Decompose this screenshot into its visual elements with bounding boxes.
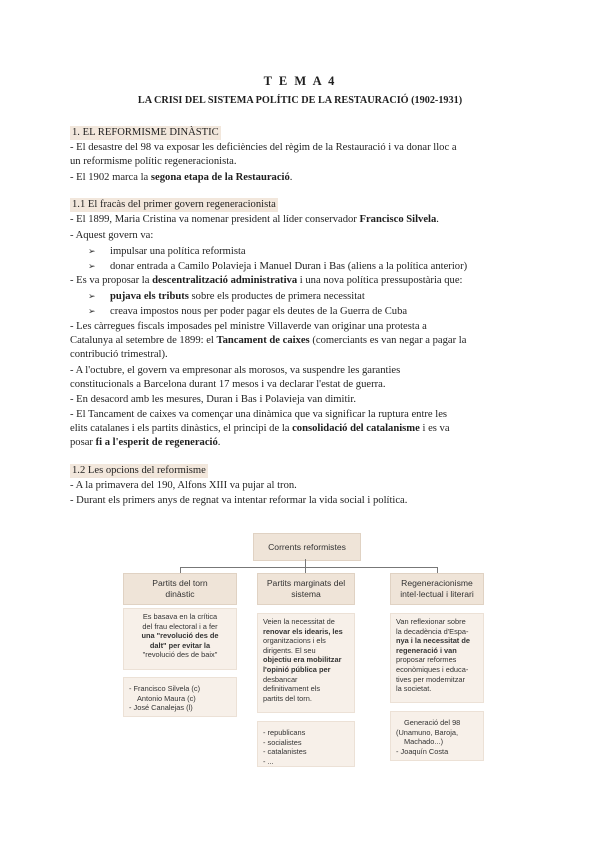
diagram-col3-note1: Van reflexionar sobre la decadència d'Espa- nya i la necessitat de regeneració i van proposar reformes econòmiques i educa- tives per modernitzar la societat.	[390, 613, 484, 703]
bullet-1: ➢ impulsar una política reformista	[88, 246, 246, 257]
diagram-col3-note2: Generació del 98 (Unamuno, Baroja, Machado...) - Joaquín Costa	[390, 711, 484, 761]
diagram-col2-note2: - republicans - socialistes - catalanistes - ...	[257, 721, 355, 767]
section-1-1-p4-line-2: Catalunya al setembre de 1899: el Tancament de caixes (comerciants es van negar a pagar la	[70, 335, 467, 346]
section-1-1-p6: - En desacord amb les mesures, Duran i Bas i Polavieja van dimitir.	[70, 394, 356, 405]
section-1-line-1: - El desastre del 98 va exposar les deficiències del règim de la Restauració i va donar lloc a	[70, 142, 457, 153]
section-1-1-p2: - Aquest govern va:	[70, 230, 154, 241]
section-1-heading: 1. EL REFORMISME DINÀSTIC	[72, 127, 219, 138]
arrow-bullet-icon: ➢	[88, 306, 96, 316]
document-subtitle: LA CRISI DEL SISTEMA POLÍTIC DE LA RESTAURACIÓ (1902-1931)	[137, 95, 463, 106]
section-1-2-line-2: - Durant els primers anys de regnat va intentar reformar la vida social i política.	[70, 495, 408, 506]
section-1-2-line-1: - A la primavera del 190, Alfons XIII va pujar al tron.	[70, 480, 297, 491]
section-1-line-2: un reformisme polític regeneracionista.	[70, 156, 237, 167]
diagram-col1-note1: Es basava en la crítica del frau electoral i a fer una "revolució des de dalt" per evitar la "revolució des de baix"	[123, 608, 237, 670]
section-1-1-heading: 1.1 El fracàs del primer govern regeneracionista	[72, 199, 276, 210]
diagram-col2-title: Partits marginats del sistema	[257, 573, 355, 605]
section-1-1-p7-line-3: posar fi a l'esperit de regeneració.	[70, 437, 221, 448]
section-1-1-p3: - Es va proposar la descentralització administrativa i una nova política pressupostària que:	[70, 275, 463, 286]
document-title: T E M A 4	[263, 74, 337, 88]
section-1-line-3: - El 1902 marca la segona etapa de la Restauració.	[70, 172, 293, 183]
diagram-col1-note2: - Francisco Silvela (c) Antonio Maura (c) - José Canalejas (l)	[123, 677, 237, 717]
connector-horizontal	[180, 567, 438, 568]
section-1-1-p4-line-1: - Les càrregues fiscals imposades pel ministre Villaverde van originar una protesta a	[70, 321, 427, 332]
section-1-1-p7-line-1: - El Tancament de caixes va començar una dinàmica que va significar la ruptura entre les	[70, 409, 448, 420]
diagram-col3-title: Regeneracionisme intel·lectual i literari	[390, 573, 484, 605]
section-1-1-p4-line-3: contribució trimestral).	[70, 349, 168, 360]
arrow-bullet-icon: ➢	[88, 261, 96, 271]
section-1-2-heading: 1.2 Les opcions del reformisme	[72, 465, 206, 476]
arrow-bullet-icon: ➢	[88, 291, 96, 301]
section-1-1-p7-line-2: elits catalanes i els partits dinàstics, el principi de la consolidació del catalanisme i es va	[70, 423, 450, 434]
section-1-1-p5-line-1: - A l'octubre, el govern va empresonar als morosos, va suspendre les garanties	[70, 365, 401, 376]
bullet-2: ➢ donar entrada a Camilo Polavieja i Manuel Duran i Bas (aliens a la política anterior)	[88, 261, 468, 272]
bullet-4: ➢ creava impostos nous per poder pagar els deutes de la Guerra de Cuba	[88, 306, 408, 317]
bullet-3: ➢ pujava els tributs sobre els productes de primera necessitat	[88, 291, 365, 302]
diagram-col2-note1: Veien la necessitat de renovar els idearis, les organitzacions i els dirigents. El seu objectiu era mobilitzar l'opinió pública per desbancar definitivament els partits del torn.	[257, 613, 355, 713]
diagram-root-box: Corrents reformistes	[253, 533, 361, 561]
section-1-1-p1: - El 1899, Maria Cristina va nomenar president al líder conservador Francisco Silvela.	[70, 214, 439, 225]
arrow-bullet-icon: ➢	[88, 246, 96, 256]
section-1-1-p5-line-2: constitucionals a Barcelona durant 17 mesos i va declarar l'estat de guerra.	[70, 379, 386, 390]
diagram-col1-title: Partits del torn dinàstic	[123, 573, 237, 605]
